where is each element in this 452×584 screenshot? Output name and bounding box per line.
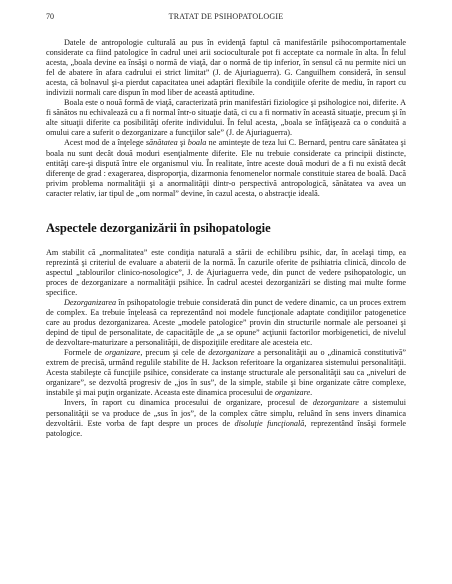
page-body [46, 38, 406, 439]
emphasis: dezorganizare [312, 398, 359, 408]
emphasis: dezorganizare [208, 348, 255, 358]
emphasis: organizare [104, 348, 141, 358]
emphasis: organizare [274, 388, 311, 398]
paragraph: Invers, în raport cu dinamica procesului de organizare, procesul de dezorganizare a sistemului personalităţii se va produce de „sus în jos”, de la complex către simplu, reluând în sens invers dinamica dezvoltării. Este vorba de fapt despre un proces de disoluţie funcţională, reprezentând însăşi formele patologice. [46, 398, 407, 438]
emphasis: boala [187, 138, 207, 148]
page-number: 70 [46, 12, 54, 21]
emphasis: sănătatea [145, 138, 178, 148]
paragraph: Am stabilit că „normalitatea” este condiţia naturală a stării de echilibru psihic, dar, în acelaşi timp, ea reprezintă şi criteriul de evaluare a abaterii de la normă. În cazurile oferite de psihiatria clinică, dincolo de aspectul „tablourilor clinico-nosologice”, J. de Ajuriaguerra vede, din punct de vedere psihopatologic, un proces de dezorganizare a normalităţii psihice. În cadrul acestei dezorganizări se disting mai multe forme specifice. [46, 247, 406, 297]
paragraph: Dezorganizarea în psihopatologie trebuie considerată din punct de vedere dinamic, ca un proces extrem de complex. Ea trebuie înţeleasă ca reprezentând noi modele funcţionale adaptate condiţiilor patogenetice care au produs dezorganizarea. Aceste „modele patologice” provin din structurile normale ale persoanei şi depind de tipul de personalitate, de capacităţile de „a se opune” acţiunii factorilor morbigenetici, de nivelul de dezvoltare-maturizare a personalităţii, de dispoziţiile ereditare ale acesteia etc. [46, 297, 406, 348]
running-title: TRATAT DE PSIHOPATOLOGIE [168, 12, 284, 21]
section-heading: Aspectele dezorganizării în psihopatologie [46, 220, 271, 235]
paragraph: Formele de organizare, precum şi cele de dezorganizare a personalităţii au o „dinamică constitutivă” extrem de precisă, urmând regulile stabilite de H. Jackson referitoare la organizarea sistemului personalităţii. Acesta stabileşte că funcţiile psihice, considerate ca instanţe structurale ale personalităţii sau ca „niveluri de organizare”, se dezvoltă progresiv de „jos în sus”, de la simple, stabile şi bine organizate către complexe, instabile şi mai puţin organizate. Aceasta este dinamica procesului de organizare. [46, 348, 407, 398]
running-header [46, 12, 406, 24]
paragraph: Boala este o nouă formă de viaţă, caracterizată prin manifestări fiziologice şi psihologice noi, diferite. A fi sănătos nu echivalează cu a fi normal într-o situaţie dată, ci cu a fi normativ în această situaţie, precum şi în alte situaţii diferite ca posibilităţi oferite individului. În felul acesta, „boala se înfăţişează ca o conduită a omului care a suferit o dezorganizare a funcţiilor sale” (J. de Ajuriaguerra). [46, 98, 406, 138]
paragraph: Datele de antropologie culturală au pus în evidenţă faptul că manifestările psihocomportamentale considerate ca fiind patologice în cadrul unei arii socioculturale pot fi acceptate ca normale în alta. În felul acesta, „boala devine ea însăşi o normă de viaţă, dar o normă de tip inferior, în sensul că nu permite nici un fel de abatere în afara cadrului ei strict limitat” (J. de Ajuriaguerra). G. Canguilhem consideră, în sensul acesta, că bolnavul şi-a pierdut capacitatea unei adaptări flexibile la condiţiile oferite de mediu, în raport cu indivizii normali care dispun în mod liber de această aptitudine. [46, 38, 406, 98]
paragraph: Acest mod de a înţelege sănătatea şi boala ne aminteşte de teza lui C. Bernard, pentru care sănătatea şi boala nu sunt decât două moduri esenţialmente diferite. Ele nu trebuie considerate ca principii distincte, entităţi care-şi dispută între ele organismul viu. În realitate, între aceste două moduri de a fi nu există decât diferenţe de grad : exagerarea, disproporţia, dizarmonia fenomenelor normale constituie starea de boală. Dacă privim problema normalităţii şi a anormalităţii dintr-o perspectivă antropologică, sănătatea va avea un caracter relativ, iar tipul de „om normal” devine, în cazul acesta, o abstracţie ideală. [46, 138, 406, 198]
emphasis: Dezorganizarea [64, 297, 117, 307]
emphasis: disoluţie funcţională [234, 418, 305, 428]
